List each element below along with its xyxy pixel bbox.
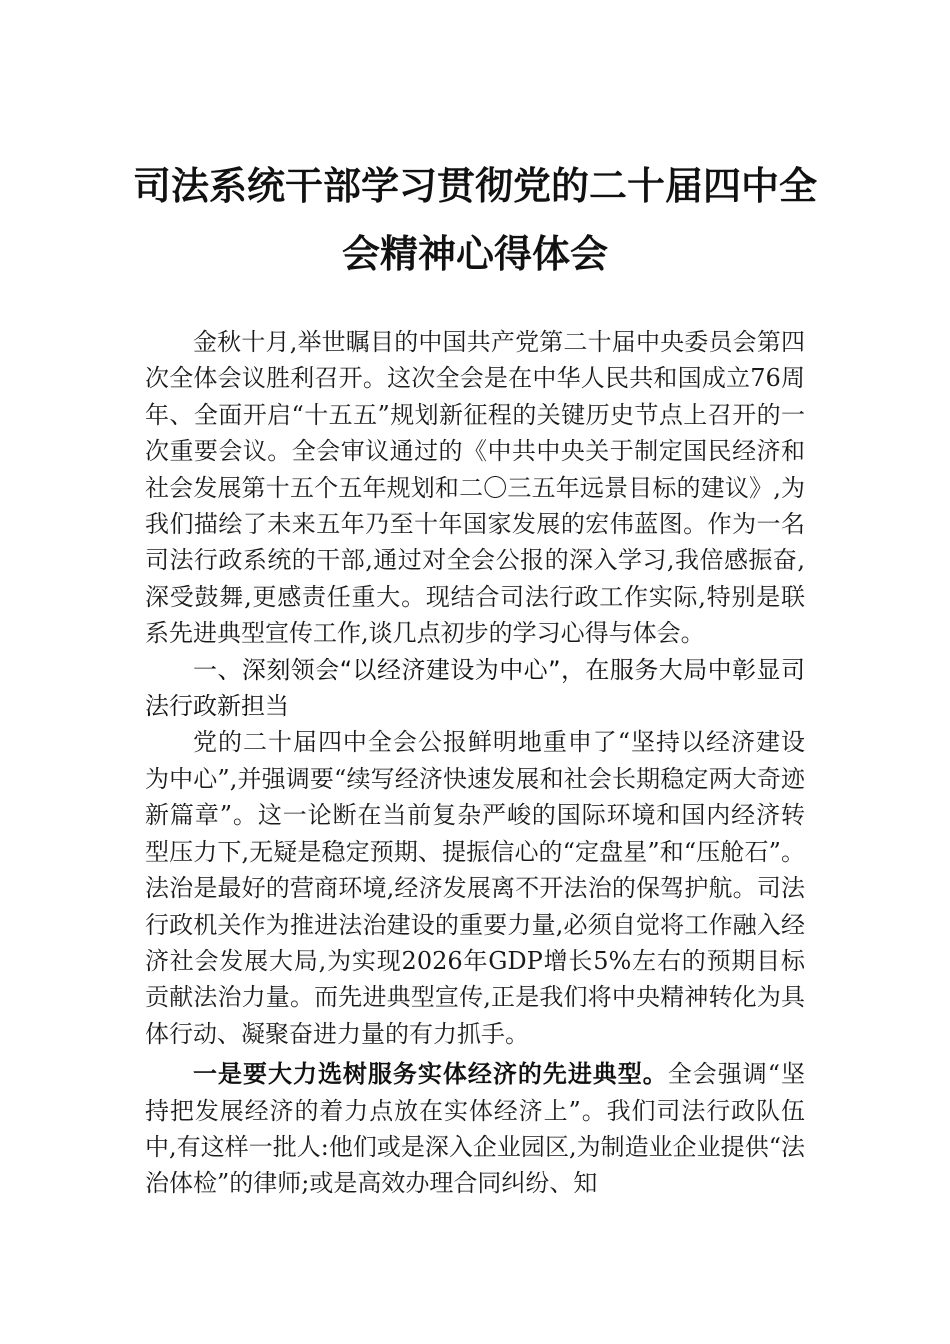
document-title	[120, 152, 830, 288]
section-1-heading: 一、深刻领会“以经济建设为中心”，在服务大局中彰显司法行政新担当	[145, 655, 805, 721]
title-line-1: 司法系统干部学习贯彻党的二十届四中全	[132, 163, 817, 208]
intro-paragraph: 金秋十月,举世瞩目的中国共产党第二十届中央委员会第四次全体会议胜利召开。这次全会是在中华人民共和国成立76周年、全面开启“十五五”规划新征程的关键历史节点上召开的一次重要会议。全会审议通过的《中共中央关于制定国民经济和社会发展第十五个五年规划和二〇三五年远景目标的建议》,为我们描绘了未来五年乃至十年国家发展的宏伟蓝图。作为一名司法行政系统的干部,通过对全会公报的深入学习,我倍感振奋,深受鼓舞,更感责任重大。现结合司法行政工作实际,特别是联系先进典型宣传工作,谈几点初步的学习心得与体会。	[145, 328, 805, 648]
document-body	[145, 324, 805, 1202]
point-1-lead: 一是要大力选树服务实体经济的先进典型。	[193, 1059, 668, 1089]
title-line-2: 会精神心得体会	[341, 231, 608, 276]
section-1-paragraph: 党的二十届四中全会公报鲜明地重申了“坚持以经济建设为中心”,并强调要“续写经济快速发展和社会长期稳定两大奇迹新篇章”。这一论断在当前复杂严峻的国际环境和国内经济转型压力下,无疑是稳定预期、提振信心的“定盘星”和“压舱石”。法治是最好的营商环境,经济发展离不开法治的保驾护航。司法行政机关作为推进法治建设的重要力量,必须自觉将工作融入经济社会发展大局,为实现2026年GDP增长5%左右的预期目标贡献法治力量。而先进典型宣传,正是我们将中央精神转化为具体行动、凝聚奋进力量的有力抓手。	[145, 728, 805, 1048]
point-1-paragraph	[145, 1056, 805, 1202]
point-1-text: 全会强调“坚持把发展经济的着力点放在实体经济上”。我们司法行政队伍中,有这样一批人:他们或是深入企业园区,为制造业企业提供“法治体检”的律师;或是高效办理合同纠纷、知	[145, 1060, 805, 1198]
